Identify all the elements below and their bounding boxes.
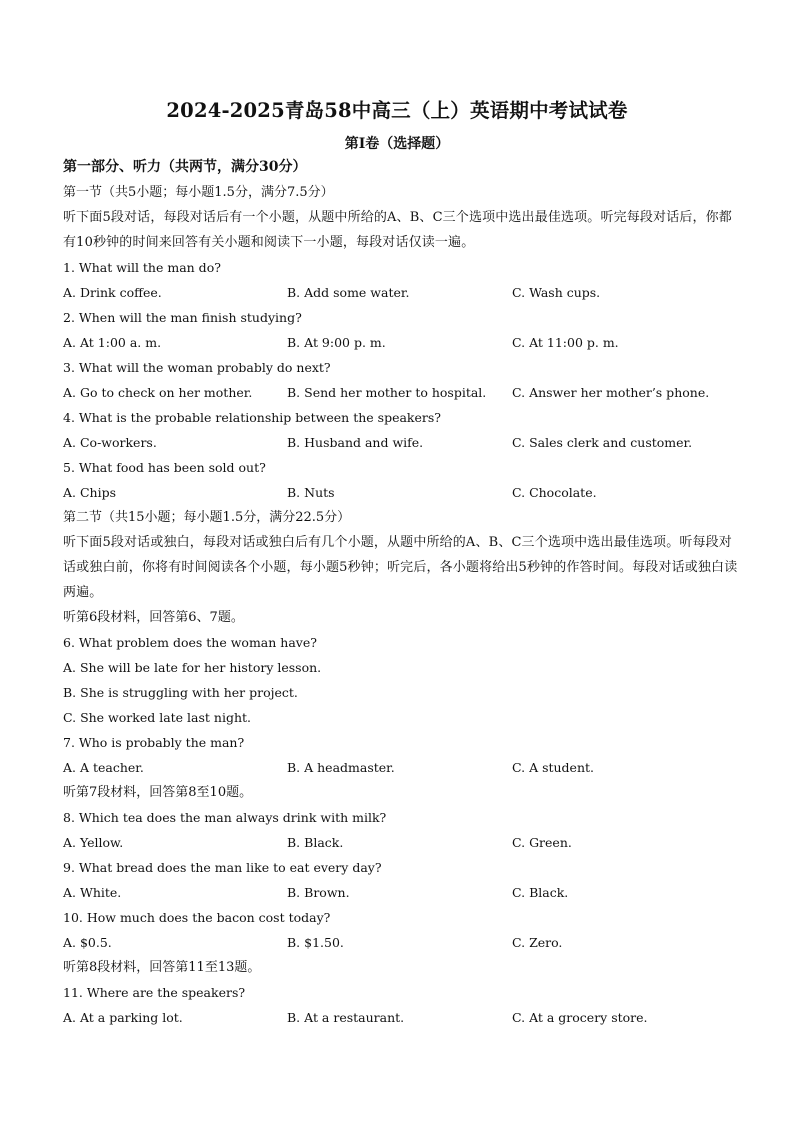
option-c: C. A student.: [512, 760, 595, 775]
question-1: 1. What will the man do?: [63, 260, 221, 275]
question-5: 5. What food has been sold out?: [63, 460, 266, 475]
option-b: B. Add some water.: [287, 285, 410, 300]
question-9: 9. What bread does the man like to eat every day?: [63, 860, 382, 875]
question-3: 3. What will the woman probably do next?: [63, 360, 331, 375]
option-c: C. At a grocery store.: [512, 1010, 648, 1025]
option-c: C. Zero.: [512, 935, 563, 950]
options-row: [63, 1005, 743, 1030]
option-a: A. Yellow.: [63, 835, 124, 850]
page-title: 2024-2025青岛58中高三（上）英语期中考试试卷: [166, 99, 628, 122]
option-a: A. Co-workers.: [63, 435, 157, 450]
option-a: A. At 1:00 a. m.: [63, 335, 162, 350]
question-4: 4. What is the probable relationship between the speakers?: [63, 410, 441, 425]
options-row: [63, 930, 743, 955]
question-7: 7. Who is probably the man?: [63, 735, 245, 750]
question-10: 10. How much does the bacon cost today?: [63, 910, 331, 925]
option-a: A. $0.5.: [63, 935, 112, 950]
options-row: [63, 280, 743, 305]
material-8-label: 听第8段材料，回答第11至13题。: [63, 960, 261, 975]
options-row: [63, 380, 743, 405]
option-c: C. Green.: [512, 835, 572, 850]
option-b: B. At a restaurant.: [287, 1010, 405, 1025]
page-subtitle: 第I卷（选择题）: [344, 136, 450, 152]
options-row: [63, 755, 743, 780]
options-row: [63, 430, 743, 455]
option-b: B. A headmaster.: [287, 760, 395, 775]
option-c: C. Answer her mother’s phone.: [512, 385, 710, 400]
options-row: [63, 330, 743, 355]
material-6-label: 听第6段材料，回答第6、7题。: [63, 610, 244, 625]
option-c: C. At 11:00 p. m.: [512, 335, 619, 350]
question-11: 11. Where are the speakers?: [63, 985, 246, 1000]
option-a: A. Drink coffee.: [63, 285, 162, 300]
option-b: B. Nuts: [287, 485, 335, 500]
options-row: [63, 480, 743, 505]
section1-instructions: 听下面5段对话，每段对话后有一个小题，从题中所给的A、B、C三个选项中选出最佳选项。听完每段对话后，你都有10秒钟的时间来回答有关小题和阅读下一小题，每段对话仅读一遍。: [63, 210, 732, 250]
option-b: B. Send her mother to hospital.: [287, 385, 487, 400]
option-b: B. Black.: [287, 835, 344, 850]
option-b: B. At 9:00 p. m.: [287, 335, 386, 350]
option-a: A. Chips: [63, 485, 117, 500]
option-a: A. White.: [63, 885, 122, 900]
option-b: B. Husband and wife.: [287, 435, 424, 450]
section2-heading: 第二节（共15小题；每小题1.5分，满分22.5分）: [63, 510, 351, 525]
option-b: B. She is struggling with her project.: [63, 685, 298, 700]
option-c: C. Black.: [512, 885, 569, 900]
options-row: [63, 830, 743, 855]
question-2: 2. When will the man finish studying?: [63, 310, 302, 325]
section1-heading: 第一节（共5小题；每小题1.5分，满分7.5分）: [63, 185, 334, 200]
exam-content: [63, 155, 743, 1030]
option-a: A. Go to check on her mother.: [63, 385, 253, 400]
option-a: A. She will be late for her history lesson.: [63, 660, 322, 675]
option-a: A. A teacher.: [63, 760, 144, 775]
option-c: C. She worked late last night.: [63, 710, 252, 725]
section2-instructions: 听下面5段对话或独白，每段对话或独白后有几个小题，从题中所给的A、B、C三个选项中选出最佳选项。听每段对话或独白前，你将有时间阅读各个小题，每小题5秒钟；听完后，各小题将给出5秒钟的作答时间。每段对话或独白读两遍。: [63, 535, 738, 600]
question-6: 6. What problem does the woman have?: [63, 635, 317, 650]
material-7-label: 听第7段材料，回答第8至10题。: [63, 785, 253, 800]
option-b: B. Brown.: [287, 885, 350, 900]
question-8: 8. Which tea does the man always drink with milk?: [63, 810, 387, 825]
options-row: [63, 880, 743, 905]
option-a: A. At a parking lot.: [63, 1010, 183, 1025]
option-b: B. $1.50.: [287, 935, 344, 950]
option-c: C. Sales clerk and customer.: [512, 435, 693, 450]
part1-heading: 第一部分、听力（共两节，满分30分）: [63, 159, 307, 175]
option-c: C. Chocolate.: [512, 485, 597, 500]
option-c: C. Wash cups.: [512, 285, 601, 300]
